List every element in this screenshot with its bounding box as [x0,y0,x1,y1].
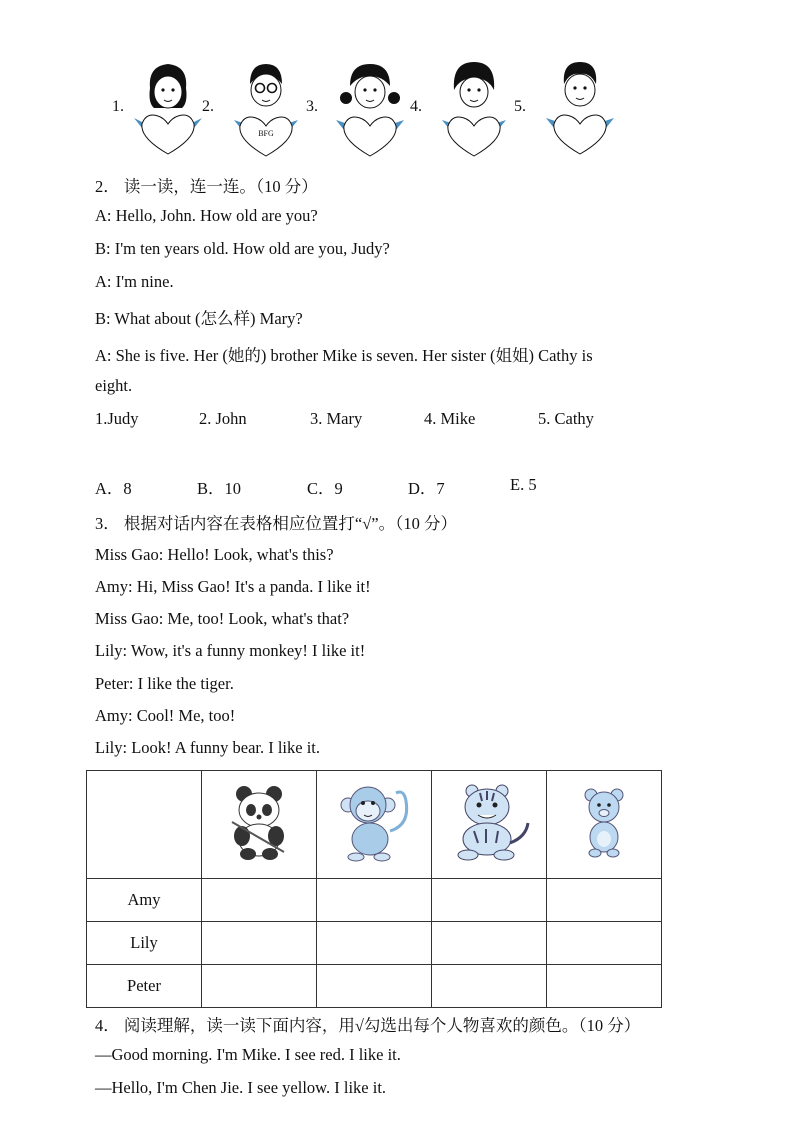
q2-heading: 2． 读一读，连一连。（10 分） [95,177,318,196]
amy-bear-cell[interactable] [547,879,662,922]
figure-number-2: 2. [202,98,214,115]
monkey-cell [317,771,432,879]
q4-line-1: —Good morning. I'm Mike. I see red. I like it. [95,1045,401,1064]
girl-ponytail-icon [330,58,410,158]
q3-line-1: Miss Gao: Hello! Look, what's this? [95,545,334,564]
figure-number-5: 5. [514,98,526,115]
monkey-icon [334,781,414,863]
amy-monkey-cell[interactable] [317,879,432,922]
row-label-lily: Lily [87,922,202,965]
animal-table [86,770,662,1008]
boy-with-glasses-icon [226,58,306,158]
bfg-shirt-text: BFG [258,129,274,138]
peter-tiger-cell[interactable] [432,965,547,1008]
figure-number-4: 4. [410,98,422,115]
peter-monkey-cell[interactable] [317,965,432,1008]
table-row [87,965,662,1008]
lily-tiger-cell[interactable] [432,922,547,965]
tiger-icon [446,781,532,863]
q3-line-4: Lily: Wow, it's a funny monkey! I like it! [95,641,366,660]
lily-bear-cell[interactable] [547,922,662,965]
q3-line-6: Amy: Cool! Me, too! [95,706,236,725]
q2-option-b: B．10 [197,479,242,498]
tiger-cell [432,771,547,879]
q2-line-6: eight. [95,376,133,395]
bear-cell [547,771,662,879]
figure-number-1: 1. [112,98,124,115]
figure-number-3: 3. [306,98,318,115]
girl-short-hair-icon [434,58,514,158]
row-label-amy: Amy [87,879,202,922]
q2-name-2: 2. John [199,409,247,428]
q3-heading: 3． 根据对话内容在表格相应位置打“√”。（10 分） [95,514,457,533]
girl-with-heart-icon [128,58,208,158]
peter-panda-cell[interactable] [202,965,317,1008]
bear-icon [579,785,629,859]
q4-heading: 4． 阅读理解，读一读下面内容，用√勾选出每个人物喜欢的颜色。（10 分） [95,1016,641,1035]
peter-bear-cell[interactable] [547,965,662,1008]
q4-line-2: —Hello, I'm Chen Jie. I see yellow. I like it. [95,1078,387,1097]
q3-line-3: Miss Gao: Me, too! Look, what's that? [95,609,350,628]
q2-name-3: 3. Mary [310,409,363,428]
q2-option-c: C．9 [307,479,343,498]
panda-icon [224,782,294,862]
q2-line-3: A: I'm nine. [95,272,174,291]
lily-panda-cell[interactable] [202,922,317,965]
q2-name-5: 5. Cathy [538,409,594,428]
boy-icon [540,56,620,156]
table-row [87,922,662,965]
q2-option-e: E. 5 [510,475,537,494]
table-row [87,879,662,922]
q2-name-4: 4. Mike [424,409,476,428]
panda-cell [202,771,317,879]
q2-line-5: A: She is five. Her (她的) brother Mike is seven. Her sister (姐姐) Cathy is [95,346,593,365]
q3-line-7: Lily: Look! A funny bear. I like it. [95,738,321,757]
q2-line-1: A: Hello, John. How old are you? [95,206,318,225]
q2-option-d: D．7 [408,479,445,498]
q2-line-4: B: What about (怎么样) Mary? [95,309,303,328]
table-corner-cell [87,771,202,879]
q3-line-2: Amy: Hi, Miss Gao! It's a panda. I like it! [95,577,371,596]
amy-panda-cell[interactable] [202,879,317,922]
q2-name-1: 1.Judy [95,409,139,428]
q2-line-2: B: I'm ten years old. How old are you, Judy? [95,239,390,258]
q3-line-5: Peter: I like the tiger. [95,674,234,693]
amy-tiger-cell[interactable] [432,879,547,922]
q2-option-a: A．8 [95,479,132,498]
row-label-peter: Peter [87,965,202,1008]
table-header-row [87,771,662,879]
lily-monkey-cell[interactable] [317,922,432,965]
